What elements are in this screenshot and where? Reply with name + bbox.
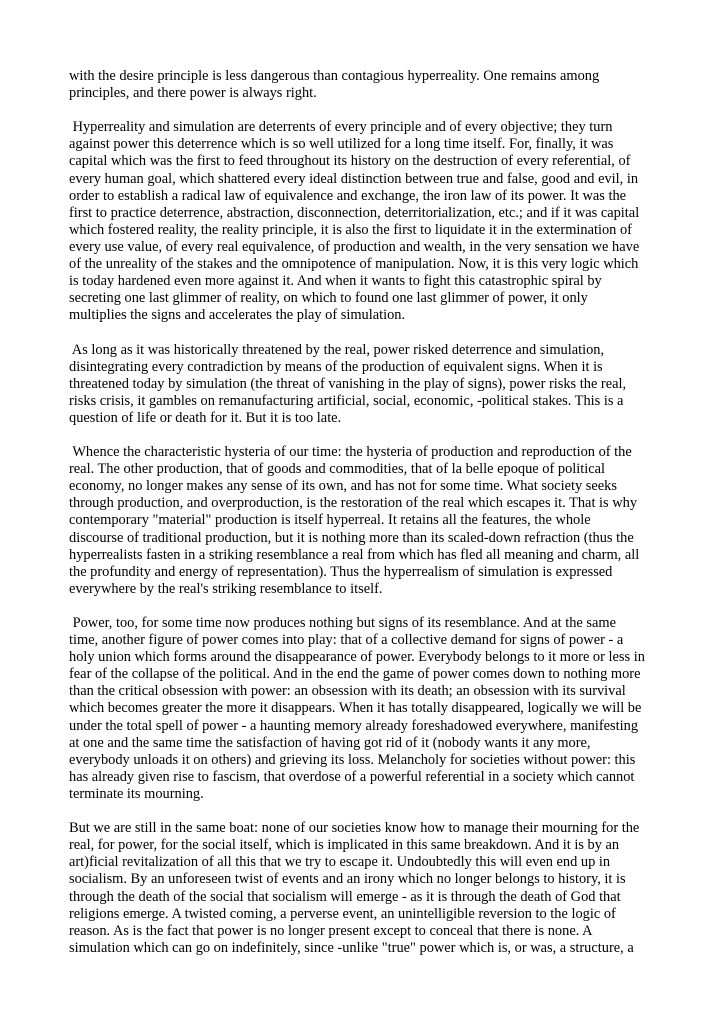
text-line: against power this deterrence which is so well utilized for a long time itself. For, finally, it was [69, 136, 614, 153]
text-line: principles, and there power is always right. [69, 85, 317, 102]
text-line: under the total spell of power - a haunting memory already foreshadowed everywhere, manifesting [69, 717, 639, 734]
paragraph [69, 119, 669, 324]
paragraph [69, 820, 669, 957]
text-line: which becomes greater the more it disappears. When it has totally disappeared, logically we will be [69, 700, 642, 717]
text-line: every human goal, which shattered every ideal distinction between true and false, good and evil, in [69, 170, 639, 187]
text-line: terminate its mourning. [69, 785, 204, 802]
paragraph [69, 444, 669, 598]
text-line: economy, no longer makes any sense of its own, and has not for some time. What society seeks [69, 478, 617, 495]
text-line: real. The other production, that of goods and commodities, that of la belle epoque of political [69, 461, 606, 478]
text-line: threatened today by simulation (the threat of vanishing in the play of signs), power risks the real, [69, 375, 627, 392]
text-line: every use value, of every real equivalence, of production and wealth, in the very sensation we have [69, 238, 640, 255]
text-line: fear of the collapse of the political. And in the end the game of power comes down to nothing more [69, 666, 641, 683]
text-line: art)ficial revitalization of all this that we try to escape it. Undoubtedly this will even end up in [69, 854, 611, 871]
text-line: risks crisis, it gambles on remanufacturing artificial, social, economic, -political stakes. This is a [69, 392, 624, 409]
paragraph [69, 68, 669, 102]
text-line: religions emerge. A twisted coming, a perverse event, an unintelligible reversion to the logic of [69, 905, 616, 922]
document-page [69, 68, 669, 957]
text-line: real, for power, for the social itself, which is implicated in this same breakdown. And it is by an [69, 837, 620, 854]
text-line: the profundity and energy of representation). Thus the hyperrealism of simulation is expressed [69, 563, 613, 580]
text-line: disintegrating every contradiction by means of the production of equivalent signs. When it is [69, 358, 603, 375]
text-line: through production, and overproduction, is the restoration of the real which escapes it. That is why [69, 495, 638, 512]
text-line: discourse of traditional production, but it is nothing more than its scaled-down refraction (thus the [69, 529, 634, 546]
text-line: Power, too, for some time now produces nothing but signs of its resemblance. And at the same [69, 615, 616, 631]
text-line: As long as it was historically threatened by the real, power risked deterrence and simulation, [69, 341, 605, 358]
text-line: capital which was the first to feed throughout its history on the destruction of every referential, of [69, 153, 631, 170]
text-line: through the death of the social that socialism will emerge - as it is through the death of God that [69, 888, 621, 905]
text-line: at one and the same time the satisfaction of having got rid of it (nobody wants it any more, [69, 734, 591, 751]
text-line: multiplies the signs and accelerates the play of simulation. [69, 307, 406, 324]
text-line: than the critical obsession with power: an obsession with its death; an obsession with its survival [69, 683, 626, 700]
text-line: is today hardened even more against it. And when it wants to fight this catastrophic spiral by [69, 273, 602, 290]
text-line: everybody unloads it on others) and grieving its loss. Melancholy for societies without power: this [69, 751, 636, 768]
text-line: Hyperreality and simulation are deterrents of every principle and of every objective; they turn [69, 119, 613, 136]
paragraph [69, 342, 669, 427]
text-line: of the unreality of the stakes and the omnipotence of manipulation. Now, it is this very logic which [69, 256, 639, 273]
text-line: everywhere by the real's striking resemblance to itself. [69, 580, 383, 597]
text-line: Whence the characteristic hysteria of our time: the hysteria of production and reproduction of the [69, 444, 632, 461]
text-line: simulation which can go on indefinitely, since -unlike "true" power which is, or was, a structure, a [69, 939, 634, 956]
text-line: has already given rise to fascism, that overdose of a powerful referential in a society which cannot [69, 768, 635, 785]
paragraph [69, 615, 669, 803]
text-line: order to establish a radical law of equivalence and exchange, the iron law of its power. It was the [69, 187, 627, 204]
text-line: question of life or death for it. But it is too late. [69, 409, 342, 426]
text-line: with the desire principle is less dangerous than contagious hyperreality. One remains among [69, 68, 600, 84]
text-line: socialism. By an unforeseen twist of events and an irony which no longer belongs to history, it is [69, 871, 626, 888]
text-line: reason. As is the fact that power is no longer present except to conceal that there is none. A [69, 922, 593, 939]
text-line: time, another figure of power comes into play: that of a collective demand for signs of power - a [69, 632, 624, 649]
text-line: holy union which forms around the disappearance of power. Everybody belongs to it more or less in [69, 649, 645, 666]
text-line: contemporary "material" production is itself hyperreal. It retains all the features, the whole [69, 512, 591, 529]
text-line: first to practice deterrence, abstraction, disconnection, deterritorialization, etc.; and if it was capital [69, 204, 640, 221]
text-line: hyperrealists fasten in a striking resemblance a real from which has fled all meaning and charm, all [69, 546, 640, 563]
text-line: secreting one last glimmer of reality, on which to found one last glimmer of power, it only [69, 290, 588, 307]
text-line: which fostered reality, the reality principle, it is also the first to liquidate it in the extermination of [69, 221, 632, 238]
text-line: But we are still in the same boat: none of our societies know how to manage their mourning for the [69, 820, 640, 837]
